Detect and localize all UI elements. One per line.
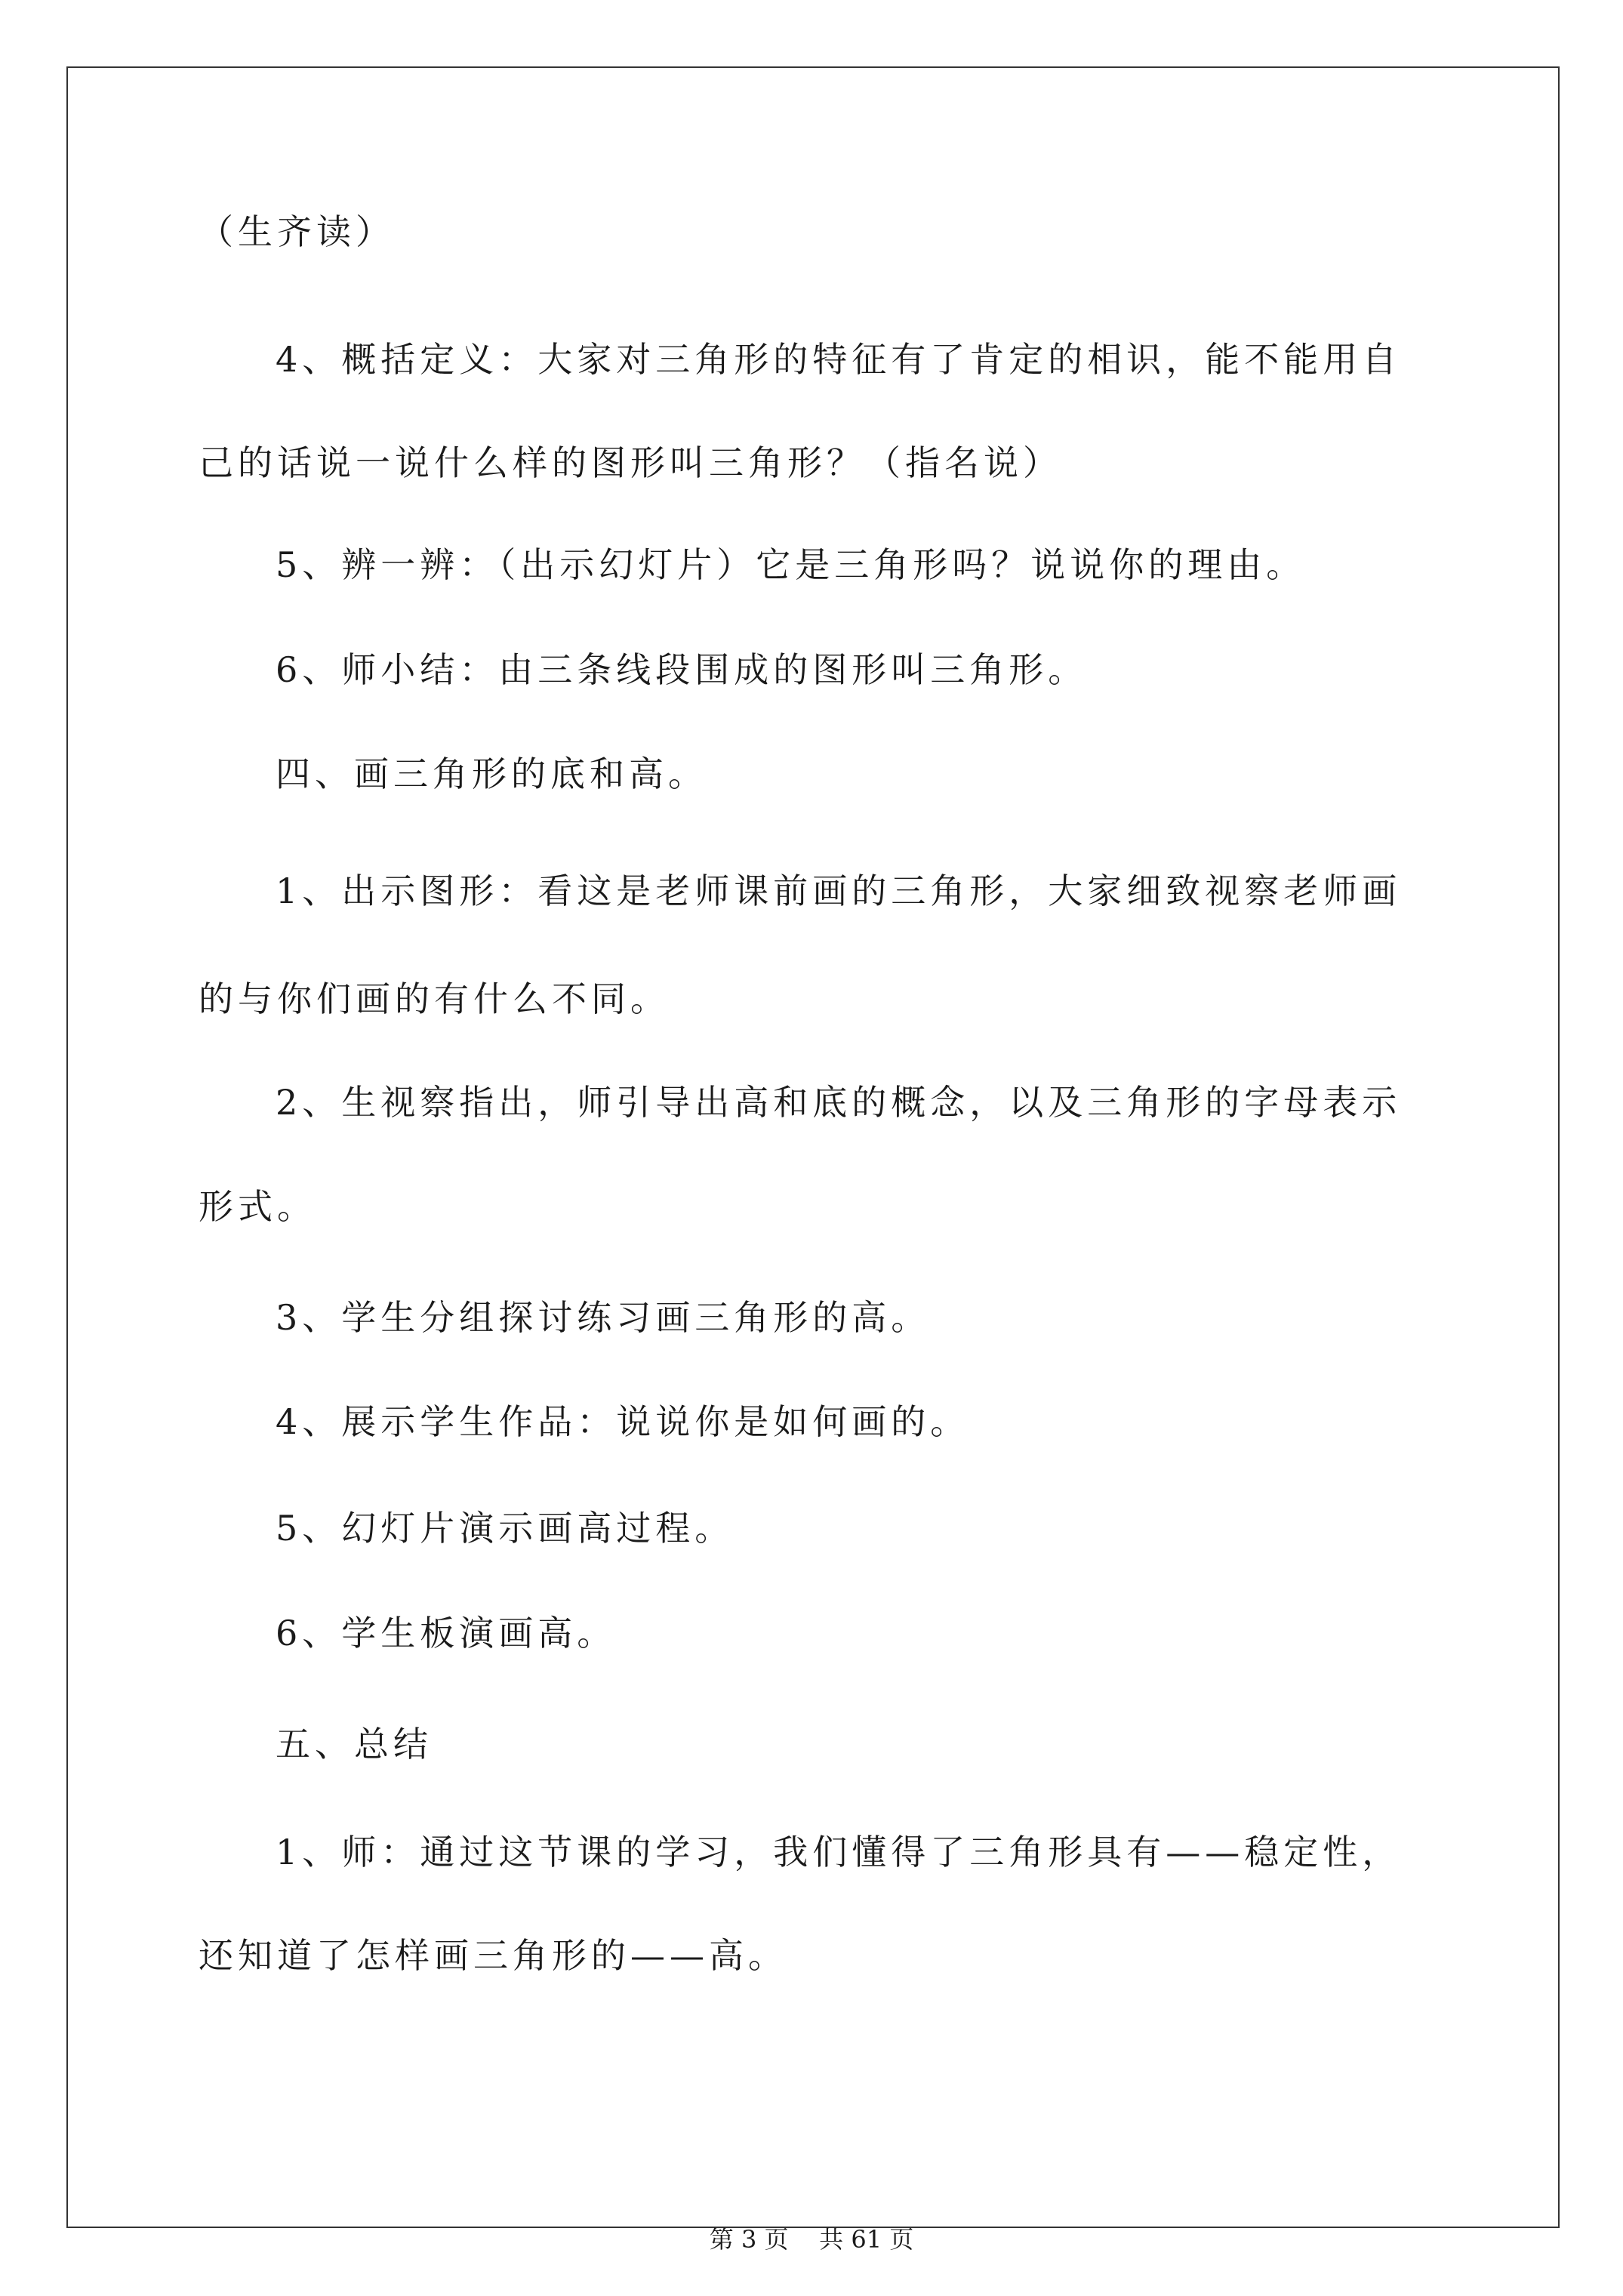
text-line: 5、辨一辨：（出示幻灯片）它是三角形吗？说说你的理由。 <box>276 544 1306 585</box>
text-line: 的与你们画的有什么不同。 <box>199 978 670 1019</box>
text-line: 6、学生板演画高。 <box>276 1613 617 1653</box>
text-line: 5、幻灯片演示画高过程。 <box>276 1508 735 1549</box>
text-line: （生齐读） <box>199 211 395 252</box>
text-line: 己的话说一说什么样的图形叫三角形？（指名说） <box>199 442 1062 483</box>
section-heading: 四、画三角形的底和高。 <box>276 754 707 794</box>
text-line: 4、展示学生作品：说说你是如何画的。 <box>276 1401 970 1442</box>
text-line: 还知道了怎样画三角形的——高。 <box>199 1935 787 1976</box>
text-line: 1、师：通过这节课的学习，我们懂得了三角形具有——稳定性， <box>276 1832 1402 1872</box>
text-line: 1、出示图形：看这是老师课前画的三角形，大家细致视察老师画 <box>276 871 1402 911</box>
text-line: 4、概括定义：大家对三角形的特征有了肯定的相识，能不能用自 <box>276 339 1402 380</box>
text-line: 2、生视察指出，师引导出高和底的概念，以及三角形的字母表示 <box>276 1082 1402 1123</box>
text-line: 6、师小结：由三条线段围成的图形叫三角形。 <box>276 649 1088 690</box>
page-number-footer: 第 3 页 共 61 页 <box>709 2225 914 2254</box>
page-border <box>66 66 1560 2228</box>
section-heading: 五、总结 <box>276 1724 433 1764</box>
text-line: 3、学生分组探讨练习画三角形的高。 <box>276 1297 931 1338</box>
text-line: 形式。 <box>199 1186 316 1227</box>
